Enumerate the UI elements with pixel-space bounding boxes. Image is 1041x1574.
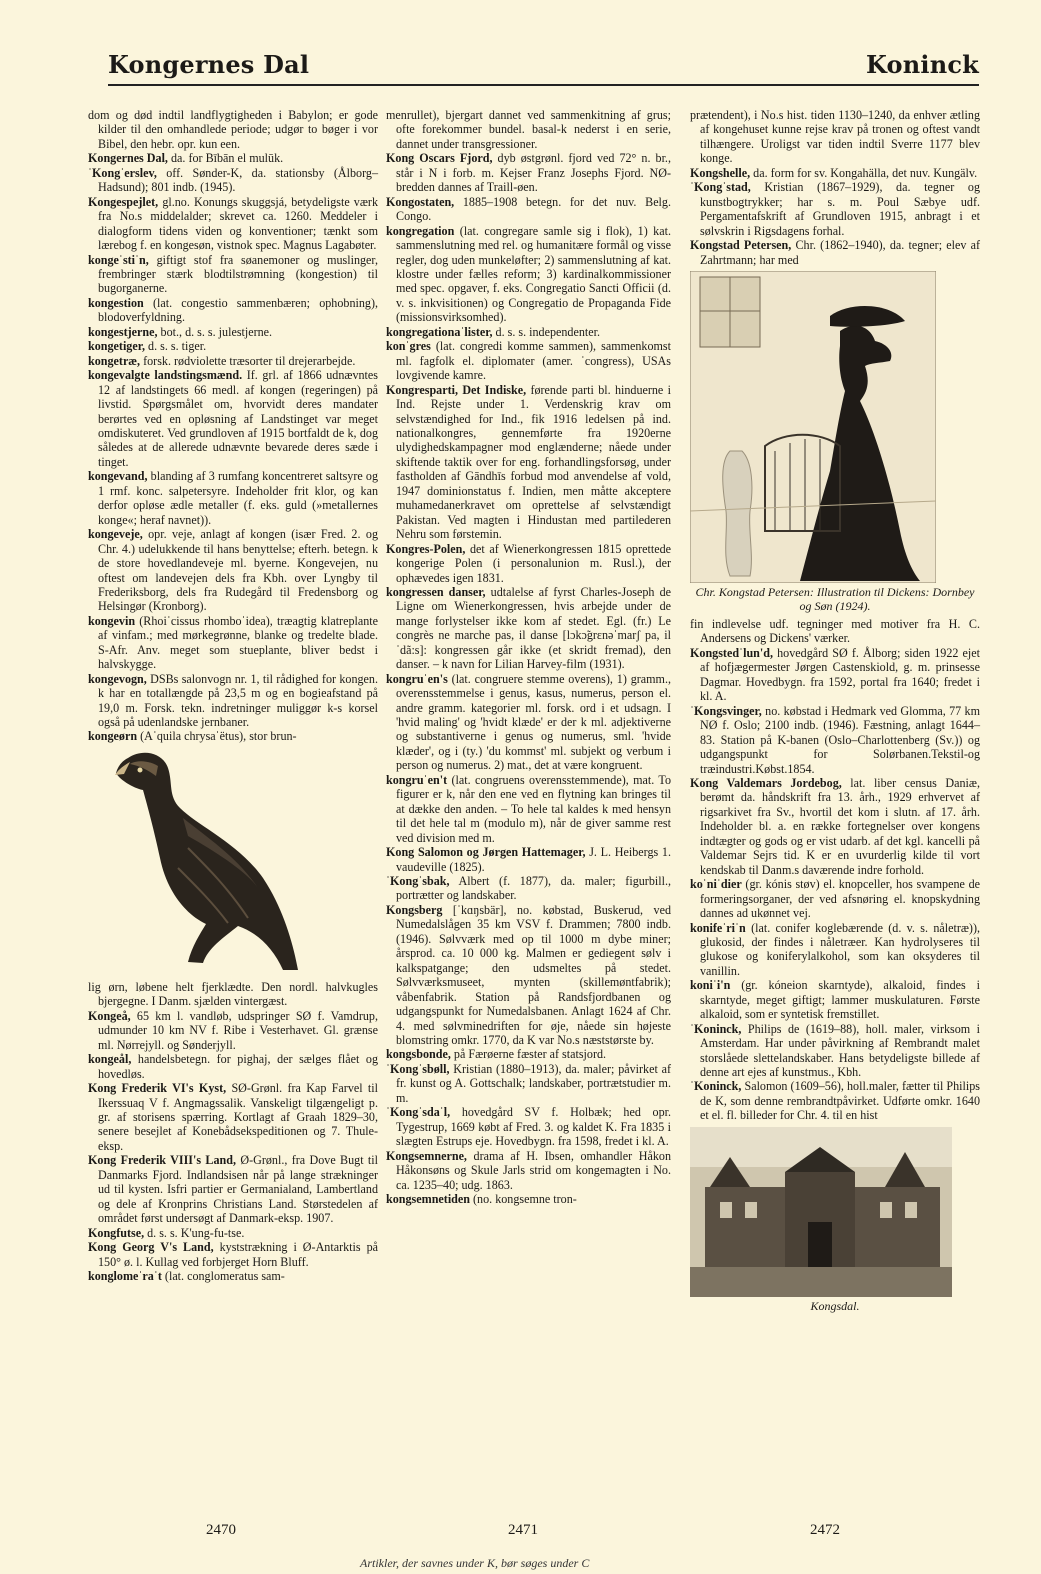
entry-text: (lat. conifer koglebærende (d. v. s. nåletræ)), glukosid, der findes i nåletræer. Kan hydrolyseres til glukose og koniferylalkohol, som kan oksyderes til vanillin.: [700, 920, 980, 978]
entry-headword: Kongstedˈlun'd,: [690, 645, 774, 660]
entry-text: da. form for sv. Kongahälla, det nuv. Kungälv.: [750, 165, 978, 180]
dictionary-entry: [88, 151, 378, 165]
entry-headword: Kong Frederik VI's Kyst,: [88, 1081, 227, 1096]
entry-headword: koniˈi'n: [690, 978, 731, 993]
entry-headword: Kongsemnerne,: [386, 1148, 467, 1163]
entry-headword: Kongresparti, Det Indiske,: [386, 382, 527, 397]
entry-headword: Kong Frederik VIII's Land,: [88, 1153, 237, 1168]
entry-text: blanding af 3 rumfang koncentreret saltsyre og 1 rmf. konc. salpetersyre. Indeholder frit klor, og kan derfor opløse ædle metaller (f. eks. guld (»metallernes konge«; heraf navnet)).: [98, 469, 378, 527]
entry-text: J. L. Heibergs 1. vaudeville (1825).: [396, 845, 671, 874]
entry-text: 65 km l. vandløb, udspringer SØ f. Vamdrup, udmunder 10 km NV f. Ribe i Vesterhavet. Gl. grænse ml. Nørrejyll. og Sønderjyll.: [98, 1008, 378, 1052]
entry-text: Salomon (1609–56), holl.maler, fætter til Philips de K, som denne rembrandtpåvirket. Udførte omkr. 1640 et el. fl. billeder for Chr. 4. til en hist: [700, 1079, 980, 1123]
dictionary-entry: [386, 383, 671, 542]
entry-headword: kongevin: [88, 613, 136, 628]
dictionary-entry: [88, 354, 378, 368]
golden-eagle-image: [88, 748, 328, 976]
entry-headword: konglomeˈraˈt: [88, 1269, 162, 1283]
entry-text: 1885–1908 betegn. for det nuv. Belg. Congo.: [396, 194, 671, 224]
entry-text: [ˈkɑŋsbär], no. købstad, Buskerud, ved Numedalslågen 35 km VSV f. Drammen; 7800 indb. (1946). Sølvværk med op til 1000 m dybe miner; årsprod. ca. 10 000 kg. Malmen er gediegent sølv i kalkspatgange; den udsmeltes på stedet. Sølvværksmuseet, mynten (skillemøntfabrik); våbenfabrik. Station på Randsfjordbanen og udgangspunkt for Numedalsbanen. Anlagt 1624 af Chr. 4. med sølvminedriften for øje, nåede sin højeste blomstring omkr. 1770, da K var No.s næststørste by.: [396, 902, 671, 1047]
dictionary-entry: [88, 195, 378, 253]
dictionary-entry: [690, 166, 980, 180]
entry-text: If. grl. af 1866 udnævntes 12 af landstingets 66 medl. af kongen (regeringen) på livstid. Spørgsmålet om, hvorvidt deres mandater berørtes ved en opløsning af Landstinget var meget omdiskuteret. Ved grundloven af 1915 bortfaldt de k, dog således at de allerede udnævnte bevarede deres sæde i tinget.: [98, 368, 378, 469]
entry-headword: kongeˈstiˈn,: [88, 252, 149, 267]
dictionary-entry: [88, 672, 378, 730]
entry-headword: kongruˈen's: [386, 671, 448, 686]
entry-text: (no. kongsemne tron-: [470, 1191, 577, 1206]
entry-text: gl.no. Konungs skuggsjá, betydeligste værk fra No.s middelalder; skrevet ca. 1260. Meddeler i dialogform tidens viden og konventioner; tænkt som lærebog f. en kongesøn, vistnok spec. Magnus Lagabøter.: [98, 194, 378, 253]
dictionary-entry: [88, 1153, 378, 1225]
dictionary-entry: [690, 776, 980, 877]
dictionary-entry: [88, 1081, 378, 1153]
entry-text: Kristian (1867–1929), da. tegner og kunstbogtrykker; har s. m. Poul Sæbye udf. Pergamentafskrift af Grundloven 1915, anbragt i et sølvskrin i Rigsdagens forhal.: [700, 180, 980, 238]
entry-text: udtalelse af fyrst Charles-Joseph de Ligne om Wienerkongressen, hvis arbejde under de mange forlystelser ikke kom af stedet. Egl. (fr.) Le congrès ne marche pas, il danse [lɔkɔ̃grɛnəˈmarʃ pa, ilˈdã:s]: kongressen går ikke (et skridt fremad), den danser. – k navn for Lilian Harvey-film (1931).: [396, 584, 671, 672]
entry-headword: kongsbonde,: [386, 1047, 451, 1062]
entry-text: d. s. s. K'ung-fu-tse.: [144, 1225, 245, 1240]
entry-text: på Færøerne fæster af statsjord.: [450, 1047, 607, 1062]
entry-text: d. s. s. tiger.: [145, 339, 207, 354]
dictionary-entry: [88, 166, 378, 195]
entry-headword: konˈgres: [386, 339, 431, 354]
entry-headword: kongetræ,: [88, 353, 141, 368]
entry-headword: kongregation: [386, 223, 455, 238]
entry-text: (gr. kónis støv) el. knopceller, hos svampene de formeringsorganer, der ved afsnøring el. knopskydning dannes ad ukønnet vej.: [700, 877, 980, 921]
dictionary-entry: [386, 339, 671, 382]
dictionary-entry: [88, 1009, 378, 1052]
dictionary-entry: [88, 980, 378, 1009]
entry-text: forsk. rødviolette træsorter til drejerarbejde.: [140, 353, 356, 368]
running-header: [108, 48, 979, 86]
dictionary-entry: [88, 614, 378, 672]
entry-text: (lat. congruens overensstemmende), mat. To figurer er k, når den ene ved en flytning kan bringes til at dække den anden. – To hele tal kaldes k med hensyn til det hele tal m (modulo m), når de giver samme rest ved division med m.: [396, 772, 671, 845]
entry-text: off. Sønder-K, da. stationsby (Ålborg–Hadsund); 801 indb. (1945).: [98, 165, 378, 195]
entry-text: menrullet), bjergart dannet ved sammenkitning af grus; ofte forekommer bundel. basal-k nederst i en serie, dannet under transgressioner.: [386, 108, 671, 151]
entry-text: hovedgård SV f. Holbæk; hed opr. Tygestrup, 1669 købt af Fred. 3. og kaldet K. Fra 1835 i slægten Estrups eje. Hovedbygn. fra 1598, fredet i kl. A.: [396, 1105, 671, 1149]
entry-text: dom og død indtil landflygtigheden i Babylon; er gode kilder til den omhandlede periode; udgør to bøger i vor Bibel, den hebr. opr. kun een.: [88, 108, 378, 151]
dictionary-entry: [690, 921, 980, 979]
entry-headword: konifeˈriˈn: [690, 920, 746, 935]
entry-text: dyb østgrønl. fjord ved 72° n. br., står i N i forb. m. Kejser Franz Josephs Fjord. NØ-bredden dannes af Traill-øen.: [396, 151, 671, 195]
dictionary-entry: [386, 325, 671, 339]
dictionary-entry: [690, 978, 980, 1021]
entry-text: kyststrækning i Ø-Antarktis på 150° ø. l. Kullag ved forbjerget Horn Bluff.: [98, 1240, 378, 1269]
column-2-entries: [386, 108, 671, 1206]
dictionary-entry: [88, 368, 378, 469]
entry-text: da. for Bībān el mulūk.: [167, 151, 284, 166]
dictionary-entry: [690, 646, 980, 704]
entry-headword: Kongsberg: [386, 902, 443, 917]
entry-text: (Aˈquila chrysaˈëtus), stor brun-: [137, 729, 297, 744]
entry-headword: Kongernes Dal,: [88, 151, 168, 166]
dictionary-entry: [88, 1240, 378, 1269]
dickens-illustration-figure: [690, 271, 980, 613]
entry-headword: kongregationaˈlister,: [386, 324, 493, 339]
entry-text: (lat. congruere stemme overens), 1) gramm., overensstemmelse i genus, kasus, numerus, person el. andre gramm. kategorier ml. forsk. ord i et udsagn. I 'hvid maling' og 'hvidt klæde' er der k ml. adjektiverne og substantiverne i genus og numerus, sml. 'hvide klæder', og i (ty.) 'du kommst' ml. subjekt og verbum i person og numerus. 2) mat., det at være kongruent.: [396, 671, 671, 773]
page-number-1: 2470: [206, 1522, 236, 1538]
entry-text: SØ-Grønl. fra Kap Farvel til Ikerssuaq V f. Angmagssalik. Vanskeligt tilgængeligt p. gr. af storisens spærring. Kortlagt af Graah 1829–30, senere besejlet af Konebådsekspeditionen og 7. Thule-eksp.: [98, 1081, 379, 1153]
entry-text: lat. liber census Daniæ, berømt da. håndskrift fra 13. årh., 1929 erhvervet af rigsarkivet fra Sv., hvortil det kom i slutn. af 17. årh. Indeholder bl. a. en række fortegnelser over kongens indtægter og gods og er vist udarb. af det kgl. kancelli på Valdemar Sejrs tid. K er en uvurderlig kilde til vort kendskab til Danm.s daværende indre forhold.: [700, 775, 980, 877]
entry-headword: Kongstad Petersen,: [690, 238, 792, 253]
dictionary-entry: [386, 224, 671, 325]
dictionary-entry: [386, 542, 671, 585]
dictionary-entry: [88, 527, 378, 614]
entry-text: (gr. kóneion skarntyde), alkaloid, findes i skarntyde, meget giftigt; lammer muskulaturen. Første alkaloid, som er syntetisk fremstillet.: [700, 978, 980, 1022]
entry-headword: kongruˈen't: [386, 772, 448, 787]
entry-headword: kongsemnetiden: [386, 1191, 470, 1206]
entry-text: hovedgård SØ f. Ålborg; siden 1922 ejet af hofjægermester Jørgen Castenskiold, g. m. prinsesse Dagmar. Hovedbygn. fra 1592, portal fra 1640; fredet i kl. A.: [700, 645, 980, 704]
entry-headword: Kong Valdemars Jordebog,: [690, 775, 842, 790]
page-number-3: 2472: [810, 1522, 840, 1538]
kongsdal-photo-caption: Kongsdal.: [810, 1298, 860, 1313]
entry-headword: koˈniˈdier: [690, 877, 742, 892]
dictionary-entry: [386, 773, 671, 845]
entry-headword: kongestion: [88, 295, 144, 310]
column-3-entries-top: [690, 108, 980, 267]
dictionary-entry: [690, 238, 980, 267]
footer-note: Artikler, der savnes under K, bør søges under C: [360, 1556, 590, 1570]
entry-text: (lat. congredi komme sammen), sammenkomst ml. fagfolk el. diplomater (amer. ˈcongress), USAs lovgivende kamre.: [396, 339, 671, 383]
dictionary-entry: [386, 1192, 671, 1206]
column-3: [690, 108, 980, 1317]
entry-headword: Kong Salomon og Jørgen Hattemager,: [386, 845, 586, 860]
entry-headword: ˈKongˈsbøll,: [386, 1061, 450, 1076]
entry-headword: Kongespejlet,: [88, 194, 159, 209]
entry-headword: ˈKongˈsbak,: [386, 874, 450, 889]
dictionary-entry: [386, 1105, 671, 1148]
entry-headword: Kongshelle,: [690, 165, 751, 180]
entry-headword: kongevogn,: [88, 671, 147, 686]
entry-text: Chr. (1862–1940), da. tegner; elev af Zahrtmann; har med: [700, 238, 980, 267]
dictionary-entry: [386, 1062, 671, 1105]
entry-headword: Kongfutse,: [88, 1225, 145, 1240]
header-right-guideword: Koninck: [866, 50, 979, 79]
entry-headword: Kong Georg V's Land,: [88, 1240, 214, 1255]
entry-text: prætendent), i No.s hist. tiden 1130–1240, da enhver ætling af kongehuset kunne rejse krav på tronen og oftest vandt tilhængere. Uroligst var tiden indtil Sverre 1177 blev konge.: [690, 108, 980, 166]
entry-text: (lat. conglomeratus sam-: [161, 1269, 285, 1283]
entry-headword: Kongres-Polen,: [386, 541, 466, 556]
entry-text: Philips de (1619–88), holl. maler, virksom i Amsterdam. Har under påvirkning af Rembrandt malet storslåede slettelandskaber. Hans betydeligste billede af denne art ejes af kunstmus., Kbh.: [700, 1021, 980, 1080]
entry-headword: ˈKongˈerslev,: [88, 165, 157, 180]
entry-headword: ˈKoninck,: [690, 1079, 742, 1094]
entry-text: lig ørn, løbene helt fjerklædte. Den nordl. halvkugles bjergegne. I Danm. sjælden vintergæst.: [88, 979, 378, 1009]
dictionary-entry: [88, 1269, 378, 1283]
dictionary-entry: [88, 108, 378, 151]
entry-text: handelsbetegn. for pighaj, der sælges flået og hovedløs.: [98, 1052, 378, 1081]
entry-text: d. s. s. independenter.: [492, 324, 600, 339]
dictionary-entry: [386, 195, 671, 224]
dictionary-entry: [690, 617, 980, 646]
entry-headword: kongeål,: [88, 1052, 132, 1067]
entry-headword: kongestjerne,: [88, 324, 158, 339]
header-left-guideword: Kongernes Dal: [108, 50, 310, 79]
dictionary-entry: [88, 469, 378, 527]
entry-headword: Kongostaten,: [386, 194, 455, 209]
dickens-illustration-image: [690, 271, 936, 583]
dictionary-entry: [690, 1079, 980, 1122]
entry-text: fin indlevelse udf. tegninger med motiver fra H. C. Andersens og Dickens' værker.: [690, 616, 980, 646]
kongsdal-photo-figure: [690, 1127, 980, 1313]
entry-text: Ø-Grønl., fra Dove Bugt til Danmarks Fjord. Indlandsisen når på lange strækninger ud til kysten. Isfri partier er Germanialand, Lambertland og dele af Kronprins Christians Land. Størstedelen af området først undersøgt af Danmark-eksp. 1907.: [98, 1153, 378, 1226]
entry-headword: Kongeå,: [88, 1008, 131, 1023]
entry-headword: Kong Oscars Fjord,: [386, 151, 493, 166]
dictionary-entry: [690, 1022, 980, 1080]
kongsdal-manor-photo: [690, 1127, 952, 1297]
dictionary-entry: [88, 325, 378, 339]
entry-headword: ˈKoninck,: [690, 1021, 742, 1036]
entry-text: (lat. congregare samle sig i flok), 1) kat. sammenslutning med rel. og humanitære formål og visse regler, dog uden munkeløfter; 2) sammenslutning af kat. klostre under fælles reform; 3) kardinalkommissioner med spec. opgaver, f. eks. Congregatio Sancti Officii (d. v. s. inkvisitionen) og Congregatio de Propaganda Fide (missionsvirksomhed).: [396, 223, 671, 325]
entry-headword: ˈKongˈsdaˈl,: [386, 1105, 451, 1120]
entry-headword: kongeveje,: [88, 527, 143, 542]
dictionary-entry: [386, 903, 671, 1048]
dickens-illustration-caption: Chr. Kongstad Petersen: Illustration til Dickens: Dornbey og Søn (1924).: [695, 584, 975, 613]
dictionary-entry: [386, 1149, 671, 1192]
dictionary-entry: [88, 253, 378, 296]
dictionary-entry: [88, 1226, 378, 1240]
dictionary-entry: [690, 180, 980, 238]
entry-headword: kongressen danser,: [386, 584, 486, 599]
entry-headword: kongetiger,: [88, 339, 145, 354]
dictionary-entry: [386, 672, 671, 773]
dictionary-entry: [690, 704, 980, 776]
dictionary-entry: [386, 874, 671, 903]
entry-text: no. købstad i Hedmark ved Glomma, 77 km NØ f. Oslo; 2100 indb. (1946). Fæstning, anlagt 1644–83. Station på K-banen (Oslo–Charlottenberg (Sv.)) og udgangspunkt for Solørbanen.Tekstil-og træindustri.Købst.1854.: [700, 703, 980, 776]
column-3-entries-bottom: [690, 617, 980, 1123]
entry-headword: kongeørn: [88, 729, 138, 744]
entry-headword: kongevalgte landstingsmænd.: [88, 368, 243, 383]
column-1: [88, 108, 378, 1283]
column-1-entries-bottom: [88, 980, 378, 1284]
entry-text: Albert (f. 1877), da. maler; figurbill., portrætter og landskaber.: [396, 874, 671, 903]
entry-text: førende parti bl. hinduerne i Ind. Rejste under 1. Verdenskrig krav om selvstændighed for Ind., fik 1916 ledelsen på ind. nationalkongres, gennemførte fra 1920erne ulydighedskampagner mod englænderne; nåede under skiftende taktik over for eng. forhandlingsforsøg, under fastholden af Gāndhīs forbud mod anvendelse af vold, 1947 dominionstatus f. Indien, men måtte akceptere muhamedanerkravet om oprettelse af selvstændigt Pakistan. Ved magten i Hindustan med partilederen Nehru som førstemin.: [396, 382, 671, 542]
dictionary-entry: [386, 845, 671, 874]
dictionary-entry: [88, 339, 378, 353]
entry-text: drama af H. Ibsen, omhandler Håkon Håkonsøns og Skule Jarls strid om kongemagten i No. ca. 1235–40; udg. 1863.: [396, 1148, 671, 1192]
entry-text: giftigt stof fra søanemoner og muslinger, frembringer stærk blodtilstrømning (kongestion) til bugorganerne.: [98, 252, 378, 296]
dictionary-entry: [386, 108, 671, 151]
dictionary-entry: [386, 151, 671, 194]
dictionary-entry: [88, 1052, 378, 1081]
eagle-illustration: [88, 748, 378, 976]
column-1-entries-top: [88, 108, 378, 744]
entry-headword: ˈKongsvinger,: [690, 703, 762, 718]
dictionary-entry: [88, 729, 378, 743]
dictionary-entry: [690, 877, 980, 920]
entry-text: DSBs salonvogn nr. 1, til rådighed for kongen. k har en totallængde på 23,5 m og en bogieafstand på 19,0 m. Forsk. tekn. indretninger muliggør k-s korsel også på udenlandske jernbaner.: [98, 671, 378, 730]
entry-headword: ˈKongˈstad,: [690, 180, 751, 195]
entry-headword: kongevand,: [88, 469, 148, 484]
entry-text: opr. veje, anlagt af kongen (især Fred. 2. og Chr. 4.) udelukkende til hans benyttelse; efterh. betegn. k de store hovedlandeveje ml. byerne. Kongevejen, nu oftest om landevejen dels fra Kbh. over Lyngby til Frederiksborg, dels fra Rudegård til Fredensborg og Helsingør (Kronborg).: [98, 527, 378, 614]
column-2: [386, 108, 671, 1206]
entry-text: Kristian (1880–1913), da. maler; påvirket af fr. kunst og A. Gottschalk; landskaber, portrætstudier m. m.: [396, 1061, 671, 1105]
page-number-2: 2471: [508, 1522, 538, 1538]
entry-text: (Rhoiˈcissus rhomboˈidea), træagtig klatreplante af vinfam.; med mørkegrønne, blanke og tredelte blade. S-Afr. Anv. meget som stueplante, bliver bedst i halvskygge.: [98, 613, 378, 672]
entry-text: bot., d. s. s. julestjerne.: [157, 324, 273, 339]
dictionary-entry: [386, 1047, 671, 1061]
entry-text: (lat. congestio sammenbæren; ophobning), blodoverfyldning.: [98, 295, 378, 325]
entry-text: det af Wienerkongressen 1815 oprettede kongerige Polen (i personalunion m. Rusl.), der ophævedes igen 1831.: [396, 541, 671, 585]
dictionary-entry: [386, 585, 671, 672]
dictionary-entry: [88, 296, 378, 325]
dictionary-entry: [690, 108, 980, 166]
